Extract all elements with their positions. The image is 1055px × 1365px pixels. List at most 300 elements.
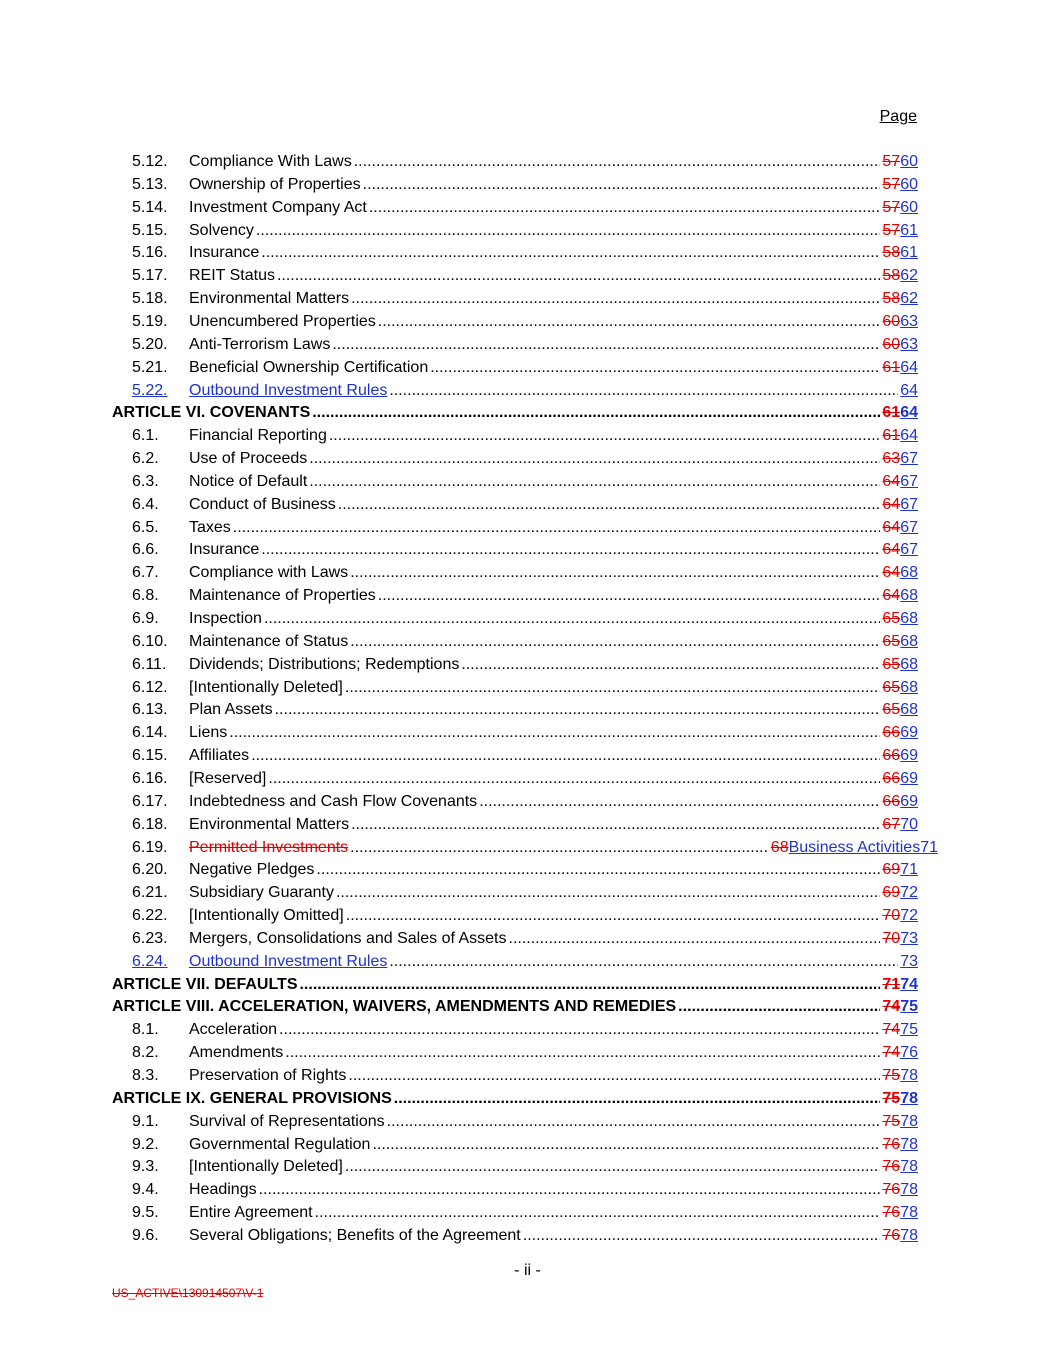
dot-leader	[264, 607, 880, 630]
toc-entry-title[interactable]: [Intentionally Deleted]	[189, 678, 343, 696]
toc-page-ref	[882, 287, 918, 310]
toc-entry[interactable]	[0, 676, 1055, 699]
deleted-page-number: 70	[882, 907, 901, 925]
dot-leader	[312, 401, 880, 424]
toc-entry[interactable]	[0, 1201, 1055, 1224]
toc-entry[interactable]	[0, 653, 1055, 676]
inserted-page-number[interactable]: 68	[900, 632, 918, 650]
deleted-page-number: 58	[882, 267, 901, 285]
toc-page-ref	[882, 150, 918, 173]
toc-entry-title[interactable]: [Intentionally Omitted]	[189, 907, 344, 925]
dot-leader	[479, 790, 880, 813]
toc-page-ref	[771, 836, 938, 859]
toc-section-number: 6.12.	[132, 678, 168, 696]
deleted-page-number: 64	[882, 495, 901, 513]
dot-leader	[678, 995, 880, 1018]
deleted-page-number: 66	[882, 792, 901, 810]
toc-entry-title[interactable]: Mergers, Consolidations and Sales of Assets	[189, 929, 507, 947]
inserted-page-number[interactable]: 68	[900, 564, 918, 582]
inserted-page-number[interactable]: 78	[900, 1112, 918, 1130]
toc-entry-title[interactable]: [Intentionally Deleted]	[189, 1158, 343, 1176]
toc-entry[interactable]	[0, 356, 1055, 379]
inserted-page-number[interactable]: 67	[900, 472, 918, 490]
deleted-page-number: 76	[882, 1135, 901, 1153]
inserted-page-number[interactable]: 72	[900, 907, 918, 925]
dot-leader	[509, 927, 881, 950]
toc-entry-title[interactable]: Anti-Terrorism Laws	[189, 335, 331, 353]
toc-entry-title[interactable]: Liens	[189, 724, 228, 742]
dot-leader	[261, 538, 880, 561]
deleted-page-number: 74	[882, 998, 901, 1016]
dot-leader	[351, 287, 880, 310]
toc-section-number: 5.13.	[132, 175, 168, 193]
dot-leader	[389, 379, 898, 402]
toc-page-ref	[882, 1224, 918, 1247]
toc-page-ref	[882, 424, 918, 447]
inserted-page-number[interactable]: 78	[900, 1158, 918, 1176]
toc-entry-title[interactable]: ARTICLE VII. DEFAULTS	[112, 975, 298, 993]
toc-entry-title[interactable]: Solvency	[189, 221, 254, 239]
toc-entry-title[interactable]: ARTICLE VI. COVENANTS	[112, 404, 311, 422]
inserted-page-number[interactable]: 76	[900, 1044, 918, 1062]
inserted-page-number[interactable]: 73	[900, 952, 918, 970]
toc-entry-title[interactable]: Environmental Matters	[189, 815, 350, 833]
toc-page-ref	[882, 881, 918, 904]
dot-leader	[299, 973, 880, 996]
toc-page-ref	[882, 1087, 918, 1110]
inserted-page-number[interactable]: 69	[900, 747, 918, 765]
inserted-page-number[interactable]: 63	[900, 335, 918, 353]
dot-leader	[389, 950, 898, 973]
deleted-page-number: 66	[882, 769, 901, 787]
inserted-page-number[interactable]: 73	[900, 929, 918, 947]
deleted-page-number: 66	[882, 747, 901, 765]
toc-section-number: 5.15.	[132, 221, 168, 239]
toc-page-ref	[882, 241, 918, 264]
toc-page-ref	[882, 584, 918, 607]
inserted-page-number[interactable]: 69	[900, 792, 918, 810]
toc-entry[interactable]	[0, 927, 1055, 950]
deleted-page-number: 76	[882, 1181, 901, 1199]
inserted-page-number[interactable]: 78	[900, 1226, 918, 1244]
deleted-page-number: 65	[882, 678, 901, 696]
toc-entry-title[interactable]: Headings	[189, 1181, 257, 1199]
toc-entry[interactable]	[0, 333, 1055, 356]
toc-entry-title[interactable]: Subsidiary Guaranty	[189, 884, 334, 902]
toc-article-row[interactable]	[0, 1087, 1055, 1110]
dot-leader	[233, 516, 881, 539]
toc-section-number: 6.2.	[132, 450, 159, 468]
dot-leader	[268, 767, 880, 790]
deleted-page-number: 75	[882, 1067, 901, 1084]
dot-leader	[346, 904, 881, 927]
inserted-page-number[interactable]: 71	[920, 838, 938, 856]
toc-entry-title[interactable]: Acceleration	[189, 1021, 278, 1039]
dot-leader	[350, 836, 769, 859]
inserted-page-number[interactable]: 68	[900, 610, 918, 627]
dot-leader	[285, 1041, 880, 1064]
toc-entry-title[interactable]: Negative Pledges	[189, 861, 315, 879]
toc-section-number: 6.24.	[132, 952, 168, 970]
toc-section-number: 6.19.	[132, 838, 168, 856]
inserted-page-number[interactable]: 78	[900, 1089, 918, 1107]
inserted-page-number[interactable]: 69	[900, 724, 918, 742]
dot-leader	[372, 1133, 880, 1156]
toc-entry[interactable]	[0, 698, 1055, 721]
toc-section-number: 6.5.	[132, 518, 159, 536]
document-id: US_ACTIVE\130914507\V-1	[112, 1286, 264, 1300]
toc-entry[interactable]	[0, 607, 1055, 630]
deleted-page-number: 76	[882, 1158, 901, 1176]
toc-entry[interactable]	[0, 150, 1055, 173]
toc-entry-title[interactable]: Affiliates	[189, 747, 250, 765]
toc-entry-title[interactable]: Ownership of Properties	[189, 175, 361, 193]
inserted-page-number[interactable]: 78	[900, 1204, 918, 1222]
toc-entry-title[interactable]: Plan Assets	[189, 701, 273, 719]
inserted-page-number[interactable]: 78	[900, 1135, 918, 1153]
toc-entry[interactable]	[0, 561, 1055, 584]
toc-entry-title[interactable]: [Reserved]	[189, 769, 267, 787]
deleted-page-number: 64	[882, 472, 901, 490]
toc-entry-title[interactable]: Compliance with Laws	[189, 564, 349, 582]
inserted-page-number[interactable]: 63	[900, 312, 918, 330]
dot-leader	[329, 424, 881, 447]
toc-section-number: 5.22.	[132, 381, 168, 399]
toc-entry[interactable]	[0, 881, 1055, 904]
toc-section-number: 9.2.	[132, 1135, 159, 1153]
toc-entry[interactable]	[0, 1110, 1055, 1133]
inserted-page-number[interactable]: 61	[900, 244, 918, 262]
toc-page-ref	[882, 264, 918, 287]
deleted-page-number: 66	[882, 724, 901, 742]
deleted-page-number: 57	[882, 153, 901, 170]
toc-section-number: 6.23.	[132, 929, 168, 947]
toc-entry-title[interactable]: Insurance	[189, 244, 260, 262]
dot-leader	[338, 493, 881, 516]
inserted-page-number[interactable]: 62	[900, 290, 918, 308]
toc-page-ref	[882, 744, 918, 767]
toc-page-ref	[882, 561, 918, 584]
toc-entry[interactable]	[0, 287, 1055, 310]
toc-section-number: 6.10.	[132, 632, 168, 650]
toc-section-number: 6.21.	[132, 884, 168, 902]
deleted-page-number: 69	[882, 884, 901, 902]
toc-section-number: 6.18.	[132, 815, 168, 833]
toc-page-ref	[882, 1133, 918, 1156]
dot-leader	[345, 676, 881, 699]
toc-page-ref	[882, 333, 918, 356]
dot-leader	[332, 333, 880, 356]
dot-leader	[387, 1110, 881, 1133]
dot-leader	[251, 744, 880, 767]
toc-page-ref	[882, 858, 918, 881]
toc-entry-title[interactable]: Notice of Default	[189, 472, 308, 490]
deleted-page-number: 75	[882, 1112, 901, 1130]
toc-entry-title[interactable]: Compliance With Laws	[189, 153, 352, 170]
deleted-page-number: 60	[882, 312, 901, 330]
toc-section-number: 5.21.	[132, 358, 168, 376]
toc-entry[interactable]	[0, 470, 1055, 493]
deleted-page-number: 64	[882, 587, 901, 605]
toc-entry[interactable]	[0, 196, 1055, 219]
toc-entry[interactable]	[0, 904, 1055, 927]
dot-leader	[261, 241, 880, 264]
inserted-page-number[interactable]: 64	[900, 381, 918, 399]
toc-entry[interactable]	[0, 1224, 1055, 1247]
toc-entry[interactable]	[0, 219, 1055, 242]
inserted-page-number[interactable]: 71	[900, 861, 918, 879]
toc-page-ref	[882, 356, 918, 379]
toc-section-number: 5.19.	[132, 312, 168, 330]
toc-entry-title[interactable]: Governmental Regulation	[189, 1135, 371, 1153]
inserted-page-number[interactable]: 68	[900, 678, 918, 696]
toc-page-ref	[882, 973, 918, 996]
toc-page-ref	[900, 379, 918, 402]
toc-entry-title[interactable]: Survival of Representations	[189, 1112, 385, 1130]
toc-section-number: 6.15.	[132, 747, 168, 765]
inserted-page-number[interactable]: 67	[900, 450, 918, 468]
deleted-page-number: 61	[882, 404, 901, 422]
toc-section-number: 6.14.	[132, 724, 168, 742]
toc-entry-title[interactable]: Investment Company Act	[189, 198, 367, 216]
inserted-page-number[interactable]: 68	[900, 587, 918, 605]
dot-leader	[256, 219, 880, 242]
dot-leader	[351, 813, 880, 836]
inserted-page-number[interactable]: 70	[900, 815, 918, 833]
dot-leader	[279, 1018, 880, 1041]
toc-section-number: 5.18.	[132, 290, 168, 308]
inserted-page-number[interactable]: 60	[900, 198, 918, 216]
toc-section-number: 6.3.	[132, 472, 159, 490]
toc-page-ref	[882, 813, 918, 836]
toc-article-row[interactable]	[0, 401, 1055, 424]
toc-entry[interactable]	[0, 1155, 1055, 1178]
deleted-page-number: 76	[882, 1204, 901, 1222]
toc-section-number: 6.1.	[132, 427, 159, 445]
dot-leader	[363, 173, 881, 196]
dot-leader	[229, 721, 880, 744]
toc-entry[interactable]	[0, 493, 1055, 516]
dot-leader	[316, 858, 880, 881]
toc-section-number: 8.1.	[132, 1021, 159, 1039]
inserted-page-number[interactable]: 78	[900, 1181, 918, 1199]
toc-entry[interactable]	[0, 836, 1055, 859]
deleted-page-number: 65	[882, 701, 901, 719]
toc-page-ref	[900, 950, 918, 973]
toc-entry-title[interactable]: Maintenance of Status	[189, 632, 349, 650]
dot-leader	[350, 630, 880, 653]
inserted-page-number[interactable]: 62	[900, 267, 918, 285]
toc-entry[interactable]	[0, 813, 1055, 836]
toc-entry[interactable]	[0, 767, 1055, 790]
toc-entry-title[interactable]: Financial Reporting	[189, 427, 327, 445]
toc-page-ref	[882, 767, 918, 790]
toc-section-number: 5.12.	[132, 153, 168, 170]
toc-page-ref	[882, 653, 918, 676]
toc-page-ref	[882, 1018, 918, 1041]
toc-entry-title[interactable]: ARTICLE VIII. ACCELERATION, WAIVERS, AMENDMENTS AND REMEDIES	[112, 998, 677, 1016]
toc-entry[interactable]	[0, 858, 1055, 881]
inserted-page-number[interactable]: 67	[900, 541, 918, 559]
toc-page-ref	[882, 676, 918, 699]
toc-entry-title[interactable]: Several Obligations; Benefits of the Agreement	[189, 1226, 521, 1244]
toc-entry-title[interactable]: Inspection	[189, 610, 262, 627]
toc-page-ref	[882, 538, 918, 561]
inserted-page-number[interactable]: 74	[900, 975, 918, 993]
deleted-page-number: 58	[882, 290, 901, 308]
toc-entry-title[interactable]: Maintenance of Properties	[189, 587, 376, 605]
dot-leader	[348, 1064, 880, 1087]
deleted-page-number: 57	[882, 175, 901, 193]
toc-page-ref	[882, 493, 918, 516]
toc-entry[interactable]	[0, 516, 1055, 539]
toc-entry-title[interactable]: Conduct of Business	[189, 495, 336, 513]
toc-entry[interactable]	[0, 241, 1055, 264]
deleted-page-number: 64	[882, 541, 901, 559]
toc-section-number: 6.16.	[132, 769, 168, 787]
deleted-page-number: 74	[882, 1021, 901, 1039]
toc-section-number: 9.1.	[132, 1112, 159, 1130]
toc-section-number: 9.6.	[132, 1226, 159, 1244]
toc-entry[interactable]	[0, 310, 1055, 333]
toc-entry[interactable]	[0, 264, 1055, 287]
inserted-page-number[interactable]: 68	[900, 701, 918, 719]
dot-leader	[394, 1087, 881, 1110]
toc-entry[interactable]	[0, 1018, 1055, 1041]
inserted-page-number[interactable]: 72	[900, 884, 918, 902]
dot-leader	[378, 310, 881, 333]
inserted-page-number[interactable]: 69	[900, 769, 918, 787]
toc-section-number: 6.8.	[132, 587, 159, 605]
inserted-page-number[interactable]: 60	[900, 153, 918, 170]
toc-section-number: 6.9.	[132, 610, 159, 627]
inserted-page-number[interactable]: 78	[900, 1067, 918, 1084]
deleted-page-number: 61	[882, 358, 901, 376]
deleted-page-number: 68	[770, 838, 789, 856]
inserted-page-number[interactable]: 75	[900, 998, 918, 1016]
toc-section-number: 5.20.	[132, 335, 168, 353]
toc-article-row[interactable]	[0, 995, 1055, 1018]
deleted-page-number: 58	[882, 244, 901, 262]
toc-section-number: 6.13.	[132, 701, 168, 719]
deleted-page-number: 65	[882, 610, 901, 627]
inserted-page-number[interactable]: 64	[900, 404, 918, 422]
toc-page-ref	[882, 516, 918, 539]
toc-page-ref	[882, 995, 918, 1018]
toc-entry-title[interactable]: Amendments	[189, 1044, 284, 1062]
toc-page-ref	[882, 1201, 918, 1224]
toc-section-number: 6.22.	[132, 907, 168, 925]
deleted-page-number: 67	[882, 815, 901, 833]
page-column-header: Page	[879, 108, 917, 125]
toc-entry[interactable]	[0, 790, 1055, 813]
dot-leader	[350, 561, 880, 584]
deleted-page-number: 64	[882, 518, 901, 536]
toc-page-ref	[882, 173, 918, 196]
toc-entry-title[interactable]: REIT Status	[189, 267, 275, 285]
toc-entry-title[interactable]: Insurance	[189, 541, 260, 559]
toc-section-number: 9.4.	[132, 1181, 159, 1199]
inserted-page-number[interactable]: 64	[900, 427, 918, 445]
dot-leader	[345, 1155, 881, 1178]
dot-leader	[461, 653, 880, 676]
toc-page-ref	[882, 310, 918, 333]
dot-leader	[336, 881, 880, 904]
toc-entry-title[interactable]: Taxes	[189, 518, 231, 536]
toc-entry[interactable]	[0, 173, 1055, 196]
dot-leader	[354, 150, 881, 173]
toc-section-number: 6.11.	[132, 655, 167, 673]
toc-entry-title[interactable]: Outbound Investment Rules	[189, 381, 388, 399]
toc-entry[interactable]	[0, 379, 1055, 402]
toc-entry[interactable]	[0, 1041, 1055, 1064]
inserted-page-number[interactable]: 75	[900, 1021, 918, 1039]
inserted-page-number[interactable]: 68	[900, 655, 918, 673]
dot-leader	[275, 698, 881, 721]
toc-entry[interactable]	[0, 447, 1055, 470]
toc-entry-title[interactable]: Unencumbered Properties	[189, 312, 376, 330]
toc-entry[interactable]	[0, 630, 1055, 653]
toc-entry-title[interactable]: ARTICLE IX. GENERAL PROVISIONS	[112, 1089, 392, 1107]
inserted-page-number[interactable]: 67	[900, 518, 918, 536]
toc-section-number: 6.17.	[132, 792, 168, 810]
page-number: - ii -	[514, 1262, 541, 1279]
toc-entry[interactable]	[0, 424, 1055, 447]
toc-entry[interactable]	[0, 1064, 1055, 1087]
inserted-title[interactable]: Business Activities	[788, 838, 921, 856]
toc-entry-title[interactable]: Indebtedness and Cash Flow Covenants	[189, 792, 478, 810]
toc-section-number: 5.16.	[132, 244, 168, 262]
toc-entry[interactable]	[0, 1178, 1055, 1201]
inserted-page-number[interactable]: 67	[900, 495, 918, 513]
toc-entry-title[interactable]: Preservation of Rights	[189, 1067, 347, 1084]
inserted-page-number[interactable]: 61	[900, 221, 918, 239]
deleted-page-number: 76	[882, 1226, 901, 1244]
toc-entry[interactable]	[0, 1133, 1055, 1156]
toc-page-ref	[882, 607, 918, 630]
deleted-page-number: 64	[882, 564, 901, 582]
toc-entry-title[interactable]: Permitted Investments	[189, 838, 349, 856]
toc-entry[interactable]	[0, 721, 1055, 744]
toc-article-row[interactable]	[0, 973, 1055, 996]
toc-entry-title[interactable]: Outbound Investment Rules	[189, 952, 388, 970]
toc-page-ref	[882, 1064, 918, 1087]
toc-entry-title[interactable]: Entire Agreement	[189, 1204, 313, 1222]
dot-leader	[523, 1224, 881, 1247]
toc-entry-title[interactable]: Environmental Matters	[189, 290, 350, 308]
toc-page-ref	[882, 790, 918, 813]
toc-entry-title[interactable]: Use of Proceeds	[189, 450, 308, 468]
inserted-page-number[interactable]: 64	[900, 358, 918, 376]
inserted-page-number[interactable]: 60	[900, 175, 918, 193]
toc-page-ref	[882, 1178, 918, 1201]
dot-leader	[309, 470, 880, 493]
deleted-page-number: 69	[882, 861, 901, 879]
toc-entry[interactable]	[0, 744, 1055, 767]
toc-section-number: 6.4.	[132, 495, 159, 513]
deleted-page-number: 71	[882, 975, 901, 993]
deleted-page-number: 63	[882, 450, 901, 468]
deleted-page-number: 57	[882, 221, 901, 239]
toc-section-number: 5.14.	[132, 198, 168, 216]
toc-section-number: 6.6.	[132, 541, 159, 559]
toc-entry[interactable]	[0, 584, 1055, 607]
toc-entry-title[interactable]: Beneficial Ownership Certification	[189, 358, 429, 376]
toc-entry[interactable]	[0, 538, 1055, 561]
deleted-page-number: 61	[882, 427, 901, 445]
toc-entry[interactable]	[0, 950, 1055, 973]
toc-entry-title[interactable]: Dividends; Distributions; Redemptions	[189, 655, 460, 673]
